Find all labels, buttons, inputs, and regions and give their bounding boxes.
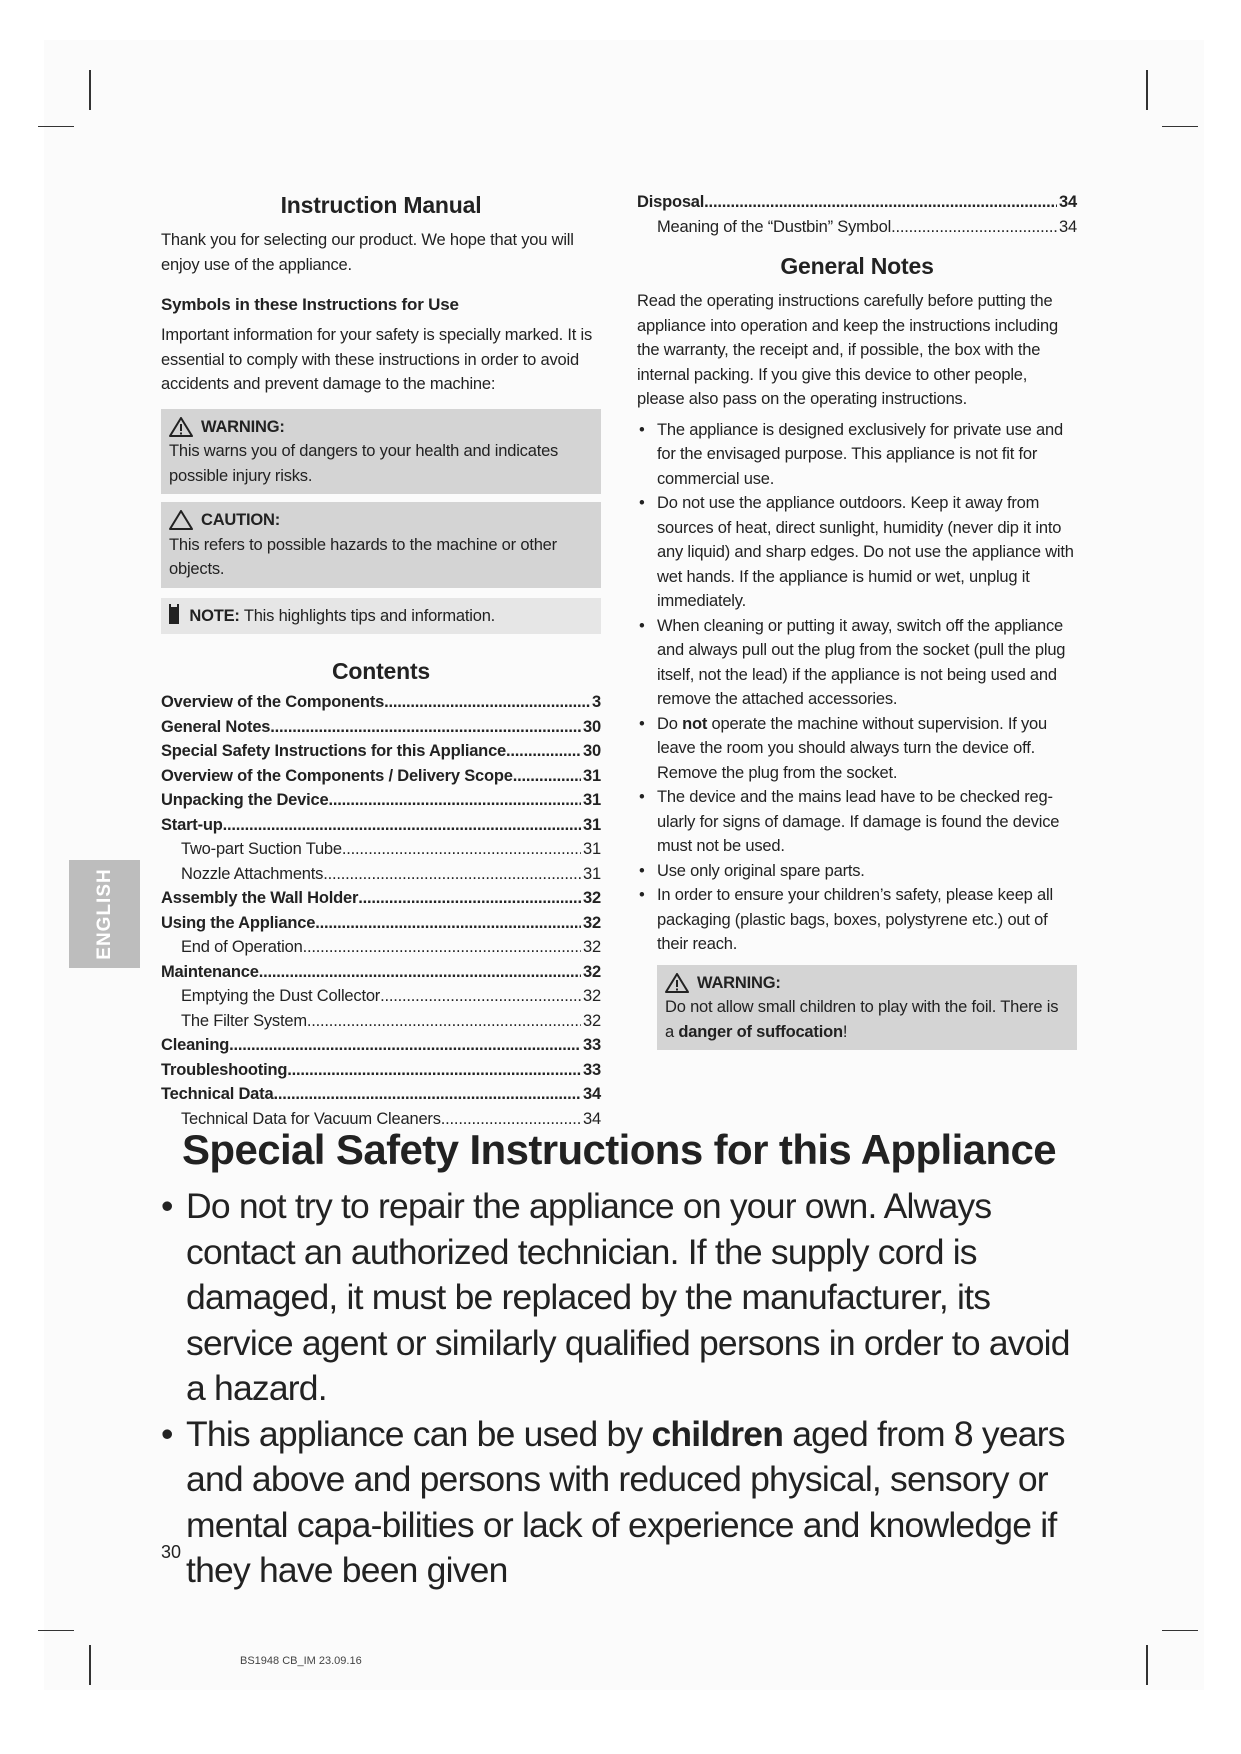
toc-row [637,215,1077,240]
warning-triangle-icon [665,973,689,993]
crop-mark [38,1630,74,1631]
toc-row [161,960,601,985]
toc-row [161,813,601,838]
toc-row [161,886,601,911]
toc-page: 32 [583,889,601,907]
warning-triangle-icon [169,417,193,437]
toc-page: 30 [583,717,601,736]
list-item: • When cleaning or putting it away, switch off the appliance and always pull out the plug from the socket (pull the plug itself, not the lead) if the appliance is not being used and remove the attached accessories. [637,614,1077,712]
toc-page: 34 [583,1085,601,1103]
caution-text: This refers to possible hazards to the machine or other objects. [169,535,557,578]
contents-title: Contents [331,658,431,684]
toc-row [161,690,601,715]
general-notes-list [637,418,1077,957]
toc-page: 32 [583,938,601,956]
toc-row [161,715,601,740]
symbols-text: Important information for your safety is specially marked. It is essential to comply with these instructions in order to avoid accidents and prevent damage to the machine: [161,326,593,393]
toc-page: 33 [583,1036,601,1054]
left-column [161,190,601,1131]
toc-page: 30 [583,742,601,760]
toc-row [161,739,601,764]
warning-label: WARNING: [201,417,285,436]
note-box [161,598,601,635]
toc-page: 32 [583,913,601,932]
list-item: • In order to ensure your children’s safety, please keep all packaging (plastic bags, boxes, polystyrene etc.) out of their reach. [637,883,1077,957]
toc-page: 34 [583,1109,601,1128]
toc-row [161,764,601,789]
toc-leader [223,813,581,838]
toc-page: 31 [583,840,601,858]
toc-label: Technical Data [161,1085,274,1103]
toc-row [161,911,601,936]
list-item: • The appliance is designed exclusively for private use and for the envisaged purpose. This appliance is not fit for commercial use. [637,418,1077,492]
list-item: • Do not use the appliance outdoors. Keep it away from sources of heat, direct sunlight, humidity (never dip it into any liquid) and sharp edges. Do not use the appliance with wet hands. If the appliance is humid or wet, unplug it immediately. [637,491,1077,614]
toc-leader [380,984,581,1009]
toc-label: Disposal [637,193,705,211]
crop-mark [38,126,74,127]
right-column [637,190,1077,1050]
page-number: 30 [161,1542,182,1562]
special-safety-list [161,1184,1091,1594]
toc-row [161,1033,601,1058]
toc-label: End of Operation [181,938,303,956]
caution-box [161,502,601,588]
toc-row [161,862,601,887]
warning-label: WARNING: [697,973,781,992]
info-icon [169,604,179,624]
crop-mark [1162,126,1198,127]
toc-label: Assembly the Wall Holder [161,889,359,907]
warning-box [161,409,601,495]
toc-leader [303,935,581,960]
toc-label: The Filter System [181,1011,307,1030]
crop-mark [89,1645,91,1685]
toc-leader [323,862,581,887]
toc-leader [384,690,590,715]
warning-text: Do not allow small children to play with the foil. There is a danger of suffocation! [665,998,1059,1041]
caution-label: CAUTION: [201,511,281,529]
toc-leader [270,715,581,740]
toc-label: Troubleshooting [161,1060,288,1079]
toc-label: Meaning of the “Dustbin” Symbol [657,217,892,236]
toc-label: Cleaning [161,1036,230,1054]
toc-leader [704,190,1057,215]
list-item: • Do not try to repair the appliance on your own. Always contact an authorized technician. If the supply cord is damaged, it must be replaced by the manufacturer, its service agent or similarly qualified persons in order to avoid a hazard. [161,1184,1091,1412]
toc-page: 31 [583,864,601,883]
toc-label: Special Safety Instructions for this Appliance [161,742,507,760]
note-text: This highlights tips and information. [243,606,496,625]
toc-page: 34 [1059,193,1077,211]
toc-page: 32 [583,962,601,981]
general-notes-title: General Notes [780,253,934,279]
toc-label: Start-up [161,815,223,834]
toc-page: 34 [1059,217,1077,236]
toc-page: 31 [583,791,601,809]
children-warning-box [657,965,1077,1051]
toc-leader [891,215,1057,240]
toc-label: General Notes [161,717,271,736]
toc-leader [307,1009,581,1034]
toc-leader [315,911,581,936]
toc-page: 32 [583,987,601,1005]
toc-label: Overview of the Components [161,693,385,711]
general-notes-intro: Read the operating instructions carefully before putting the appliance into operation and keep the instructions including the warranty, the receipt and, if possible, the box with the internal packing. If you give this device to other people, please also pass on the operating instructions. [637,292,1058,408]
crop-mark [89,70,91,110]
list-item: • Use only original spare parts. [637,859,1077,884]
toc-leader [328,788,581,813]
toc-page: 33 [583,1060,601,1079]
list-item: • This appliance can be used by children aged from 8 years and above and persons with reduced physical, sensory or mental capa-bilities or lack of experience and knowledge if they have been given [161,1412,1091,1594]
toc-page: 31 [583,815,601,834]
intro-text: Thank you for selecting our product. We hope that you will enjoy use of the appliance. [161,231,574,274]
toc-label: Using the Appliance [161,913,316,932]
language-tab-label: ENGLISH [93,868,115,960]
toc-row [161,1082,601,1107]
toc-page: 3 [592,693,601,711]
special-safety-title: Special Safety Instructions for this Appliance [181,1126,1057,1173]
toc-label: Unpacking the Device [161,791,329,809]
toc-label: Overview of the Components / Delivery Scope [161,766,513,785]
toc-page: 31 [583,766,601,785]
manual-title: Instruction Manual [280,192,482,218]
contents-list [161,690,601,1131]
toc-row [161,788,601,813]
toc-row [161,1058,601,1083]
toc-leader [513,764,581,789]
toc-leader [287,1058,581,1083]
contents-list-continued [637,190,1077,239]
toc-row [161,935,601,960]
language-tab [69,860,140,968]
warning-text: This warns you of dangers to your health and indicates possible injury risks. [169,442,559,485]
note-label: NOTE: [189,606,240,625]
toc-leader [358,886,581,911]
toc-row [637,190,1077,215]
toc-row [161,1009,601,1034]
toc-leader [342,837,581,862]
toc-label: Technical Data for Vacuum Cleaners [181,1109,441,1128]
list-item: • Do not operate the machine without supervision. If you leave the room you should always turn the device off. Remove the plug from the socket. [637,712,1077,786]
toc-leader [273,1082,581,1107]
toc-row [161,984,601,1009]
toc-leader [259,960,581,985]
footer-code: BS1948 CB_IM 23.09.16 [240,1655,362,1667]
list-item: • The device and the mains lead have to be checked reg-ularly for signs of damage. If damage is found the device must not be used. [637,785,1077,859]
crop-mark [1162,1630,1198,1631]
crop-mark [1146,70,1148,110]
toc-leader [506,739,581,764]
toc-leader [229,1033,581,1058]
symbols-heading: Symbols in these Instructions for Use [161,295,459,314]
caution-triangle-icon [169,510,193,530]
toc-label: Nozzle Attachments [181,864,324,883]
toc-label: Emptying the Dust Collector [181,987,381,1005]
toc-label: Maintenance [161,962,259,981]
toc-row [161,837,601,862]
toc-label: Two-part Suction Tube [181,840,342,858]
toc-page: 32 [583,1011,601,1030]
crop-mark [1146,1645,1148,1685]
